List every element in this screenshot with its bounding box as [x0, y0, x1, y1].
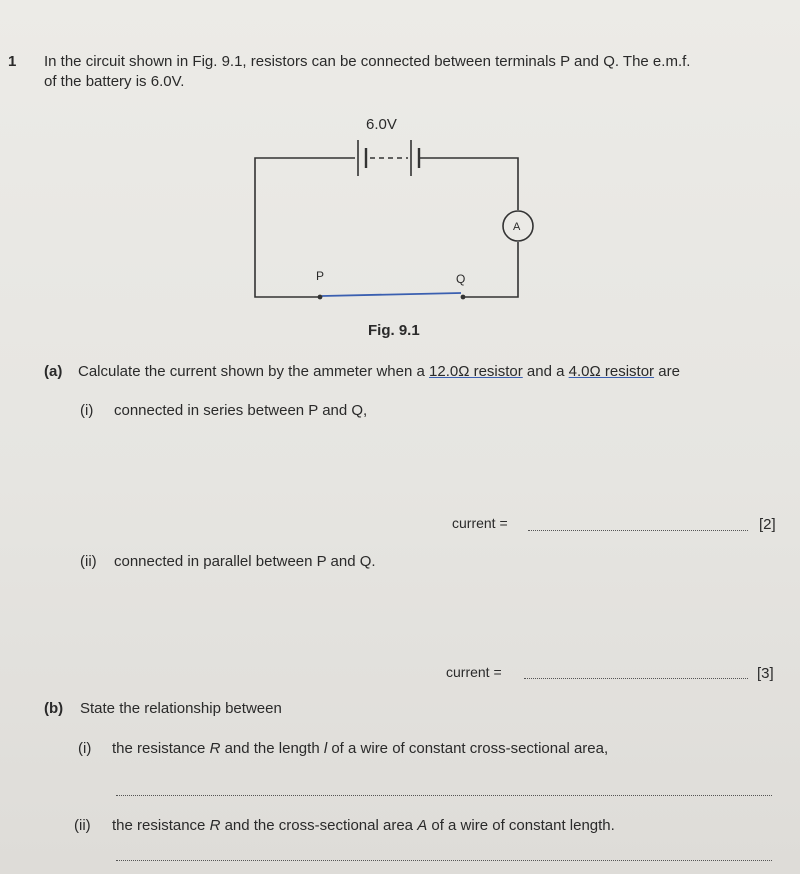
part-a-ii-label: (ii)	[80, 553, 97, 570]
part-a-label: (a)	[44, 363, 63, 380]
part-b-text: State the relationship between	[80, 700, 282, 717]
part-b-i-label: (i)	[78, 740, 92, 757]
part-a-i-label: (i)	[80, 402, 94, 419]
question-number: 1	[8, 53, 17, 70]
circuit-wire-right-top	[420, 158, 518, 210]
part-a-i-answer-label: current =	[452, 515, 508, 531]
question-intro-line1: In the circuit shown in Fig. 9.1, resistors can be connected between terminals P and Q. The e.m.f.	[44, 53, 691, 70]
terminal-q-dot	[461, 295, 466, 300]
resistor-1-value: 12.0Ω resistor	[429, 363, 523, 380]
resistor-2-value: 4.0Ω resistor	[568, 363, 655, 380]
circuit-wire-left	[255, 158, 355, 297]
part-b-ii-label: (ii)	[74, 817, 91, 834]
part-b-ii-answer-line[interactable]	[116, 860, 772, 861]
terminal-q-label: Q	[456, 272, 466, 286]
part-b-label: (b)	[44, 700, 64, 717]
part-a-text: Calculate the current shown by the ammeter when a 12.0Ω resistor and a 4.0Ω resistor are	[78, 363, 680, 380]
part-b-i-text: the resistance R and the length l of a wire of constant cross-sectional area,	[112, 740, 609, 757]
part-b-i-answer-line[interactable]	[116, 795, 772, 796]
part-a-ii-answer-line[interactable]	[524, 678, 748, 679]
part-a-ii-marks: [3]	[757, 665, 774, 682]
circuit-wire-right-bottom	[463, 242, 518, 297]
part-a-i-answer-line[interactable]	[528, 530, 748, 531]
pq-blue-connection	[322, 293, 461, 296]
terminal-p-label: P	[316, 269, 325, 283]
battery-label: 6.0V	[366, 116, 397, 133]
part-a-ii-answer-label: current =	[446, 664, 502, 680]
question-intro-line2: of the battery is 6.0V.	[44, 73, 185, 90]
part-a-ii-text: connected in parallel between P and Q.	[114, 553, 376, 570]
part-a-i-text: connected in series between P and Q,	[114, 402, 368, 419]
part-b-ii-text: the resistance R and the cross-sectional area A of a wire of constant length.	[112, 817, 615, 834]
ammeter-label: A	[513, 221, 521, 233]
part-a-i-marks: [2]	[759, 516, 776, 533]
figure-caption: Fig. 9.1	[368, 322, 420, 339]
terminal-p-dot	[318, 295, 323, 300]
